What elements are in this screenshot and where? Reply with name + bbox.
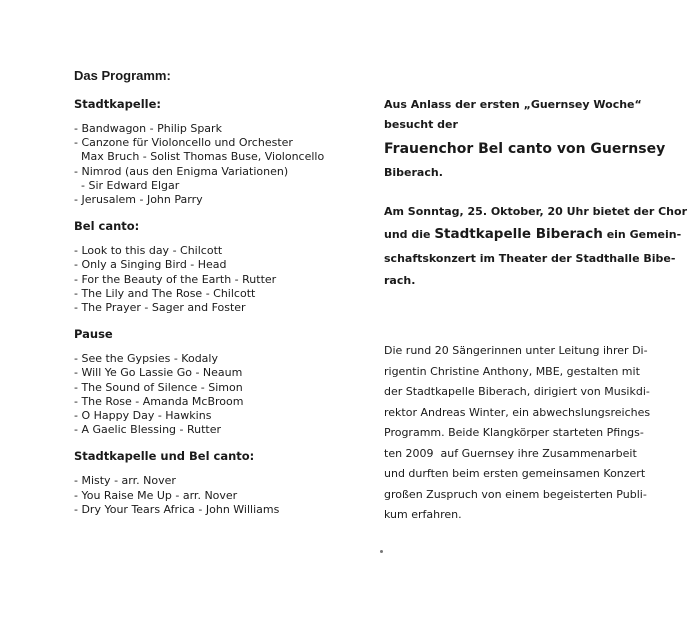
body-line: der Stadtkapelle Biberach, dirigiert von Musikdi- bbox=[384, 385, 650, 398]
program-item: - The Prayer - Sager and Foster bbox=[74, 301, 246, 315]
program-item: - Sir Edward Elgar bbox=[74, 178, 180, 192]
section-combined bbox=[74, 449, 364, 517]
announcement-line: schaftskonzert im Theater der Stadthalle Bibe- bbox=[384, 252, 676, 265]
program-item: - O Happy Day - Hawkins bbox=[74, 409, 212, 423]
item-list bbox=[74, 244, 364, 315]
scan-dot bbox=[380, 550, 383, 553]
section-bel-canto bbox=[74, 219, 364, 315]
program-item: - See the Gypsies - Kodaly bbox=[74, 352, 218, 366]
body-line: rigentin Christine Anthony, MBE, gestalten mit bbox=[384, 364, 640, 378]
body-line: und durften beim ersten gemeinsamen Konzert bbox=[384, 467, 646, 480]
program-column bbox=[74, 68, 364, 517]
program-item: - You Raise Me Up - arr. Nover bbox=[74, 488, 238, 502]
program-item: - Canzone für Violoncello und Orchester bbox=[74, 136, 293, 150]
announcement-line bbox=[384, 222, 682, 247]
body-line: ten 2009 auf Guernsey ihre Zusammenarbeit bbox=[384, 446, 637, 460]
announcement-line: Am Sonntag, 25. Oktober, 20 Uhr bietet der Chor bbox=[384, 205, 687, 218]
program-item: Max Bruch - Solist Thomas Buse, Violoncello bbox=[74, 150, 325, 164]
section-heading: Stadtkapelle: bbox=[74, 97, 161, 111]
program-item: - The Sound of Silence - Simon bbox=[74, 380, 243, 394]
band-name: Stadtkapelle Biberach bbox=[434, 226, 603, 242]
announcement-column bbox=[384, 95, 687, 526]
section-heading: Pause bbox=[74, 327, 113, 342]
item-list bbox=[74, 352, 364, 437]
announcement-text: und die bbox=[384, 228, 435, 241]
program-item: - A Gaelic Blessing - Rutter bbox=[74, 423, 222, 437]
body-line: Die rund 20 Sängerinnen unter Leitung ihrer Di- bbox=[384, 344, 648, 357]
announcement-text: ein Gemein- bbox=[602, 228, 682, 241]
body-line: Programm. Beide Klangkörper starteten Pfings- bbox=[384, 426, 644, 439]
section-pause bbox=[74, 327, 364, 437]
program-item: - Nimrod (aus den Enigma Variationen) bbox=[74, 164, 289, 178]
program-item: - Dry Your Tears Africa - John Williams bbox=[74, 502, 280, 516]
section-heading: Stadtkapelle und Bel canto: bbox=[74, 449, 255, 464]
announcement-line: rach. bbox=[384, 274, 416, 287]
body-line: großen Zuspruch von einem begeisterten Publi- bbox=[384, 487, 647, 501]
announcement-line: Biberach. bbox=[384, 166, 443, 179]
announcement-line: Aus Anlass der ersten „Guernsey Woche“ bbox=[384, 98, 642, 111]
choir-name: Frauenchor Bel canto von Guernsey bbox=[384, 141, 666, 157]
description-paragraph bbox=[384, 341, 674, 526]
body-line: kum erfahren. bbox=[384, 508, 462, 521]
program-item: - Jerusalem - John Parry bbox=[74, 193, 203, 207]
body-line: rektor Andreas Winter, ein abwechslungsreiches bbox=[384, 405, 651, 419]
section-heading: Bel canto: bbox=[74, 219, 140, 234]
item-list bbox=[74, 474, 364, 517]
section-stadtkapelle bbox=[74, 97, 364, 207]
program-item: - Only a Singing Bird - Head bbox=[74, 258, 227, 272]
program-item: - The Rose - Amanda McBroom bbox=[74, 394, 244, 408]
announcement-line: besucht der bbox=[384, 118, 458, 131]
program-item: - Misty - arr. Nover bbox=[74, 474, 176, 488]
program-item: - Look to this day - Chilcott bbox=[74, 244, 223, 258]
program-title: Das Programm: bbox=[74, 68, 171, 83]
program-item: - Bandwagon - Philip Spark bbox=[74, 122, 222, 135]
program-item: - Will Ye Go Lassie Go - Neaum bbox=[74, 366, 243, 380]
program-item: - The Lily and The Rose - Chilcott bbox=[74, 286, 256, 300]
program-item: - For the Beauty of the Earth - Rutter bbox=[74, 272, 277, 286]
item-list bbox=[74, 122, 364, 207]
